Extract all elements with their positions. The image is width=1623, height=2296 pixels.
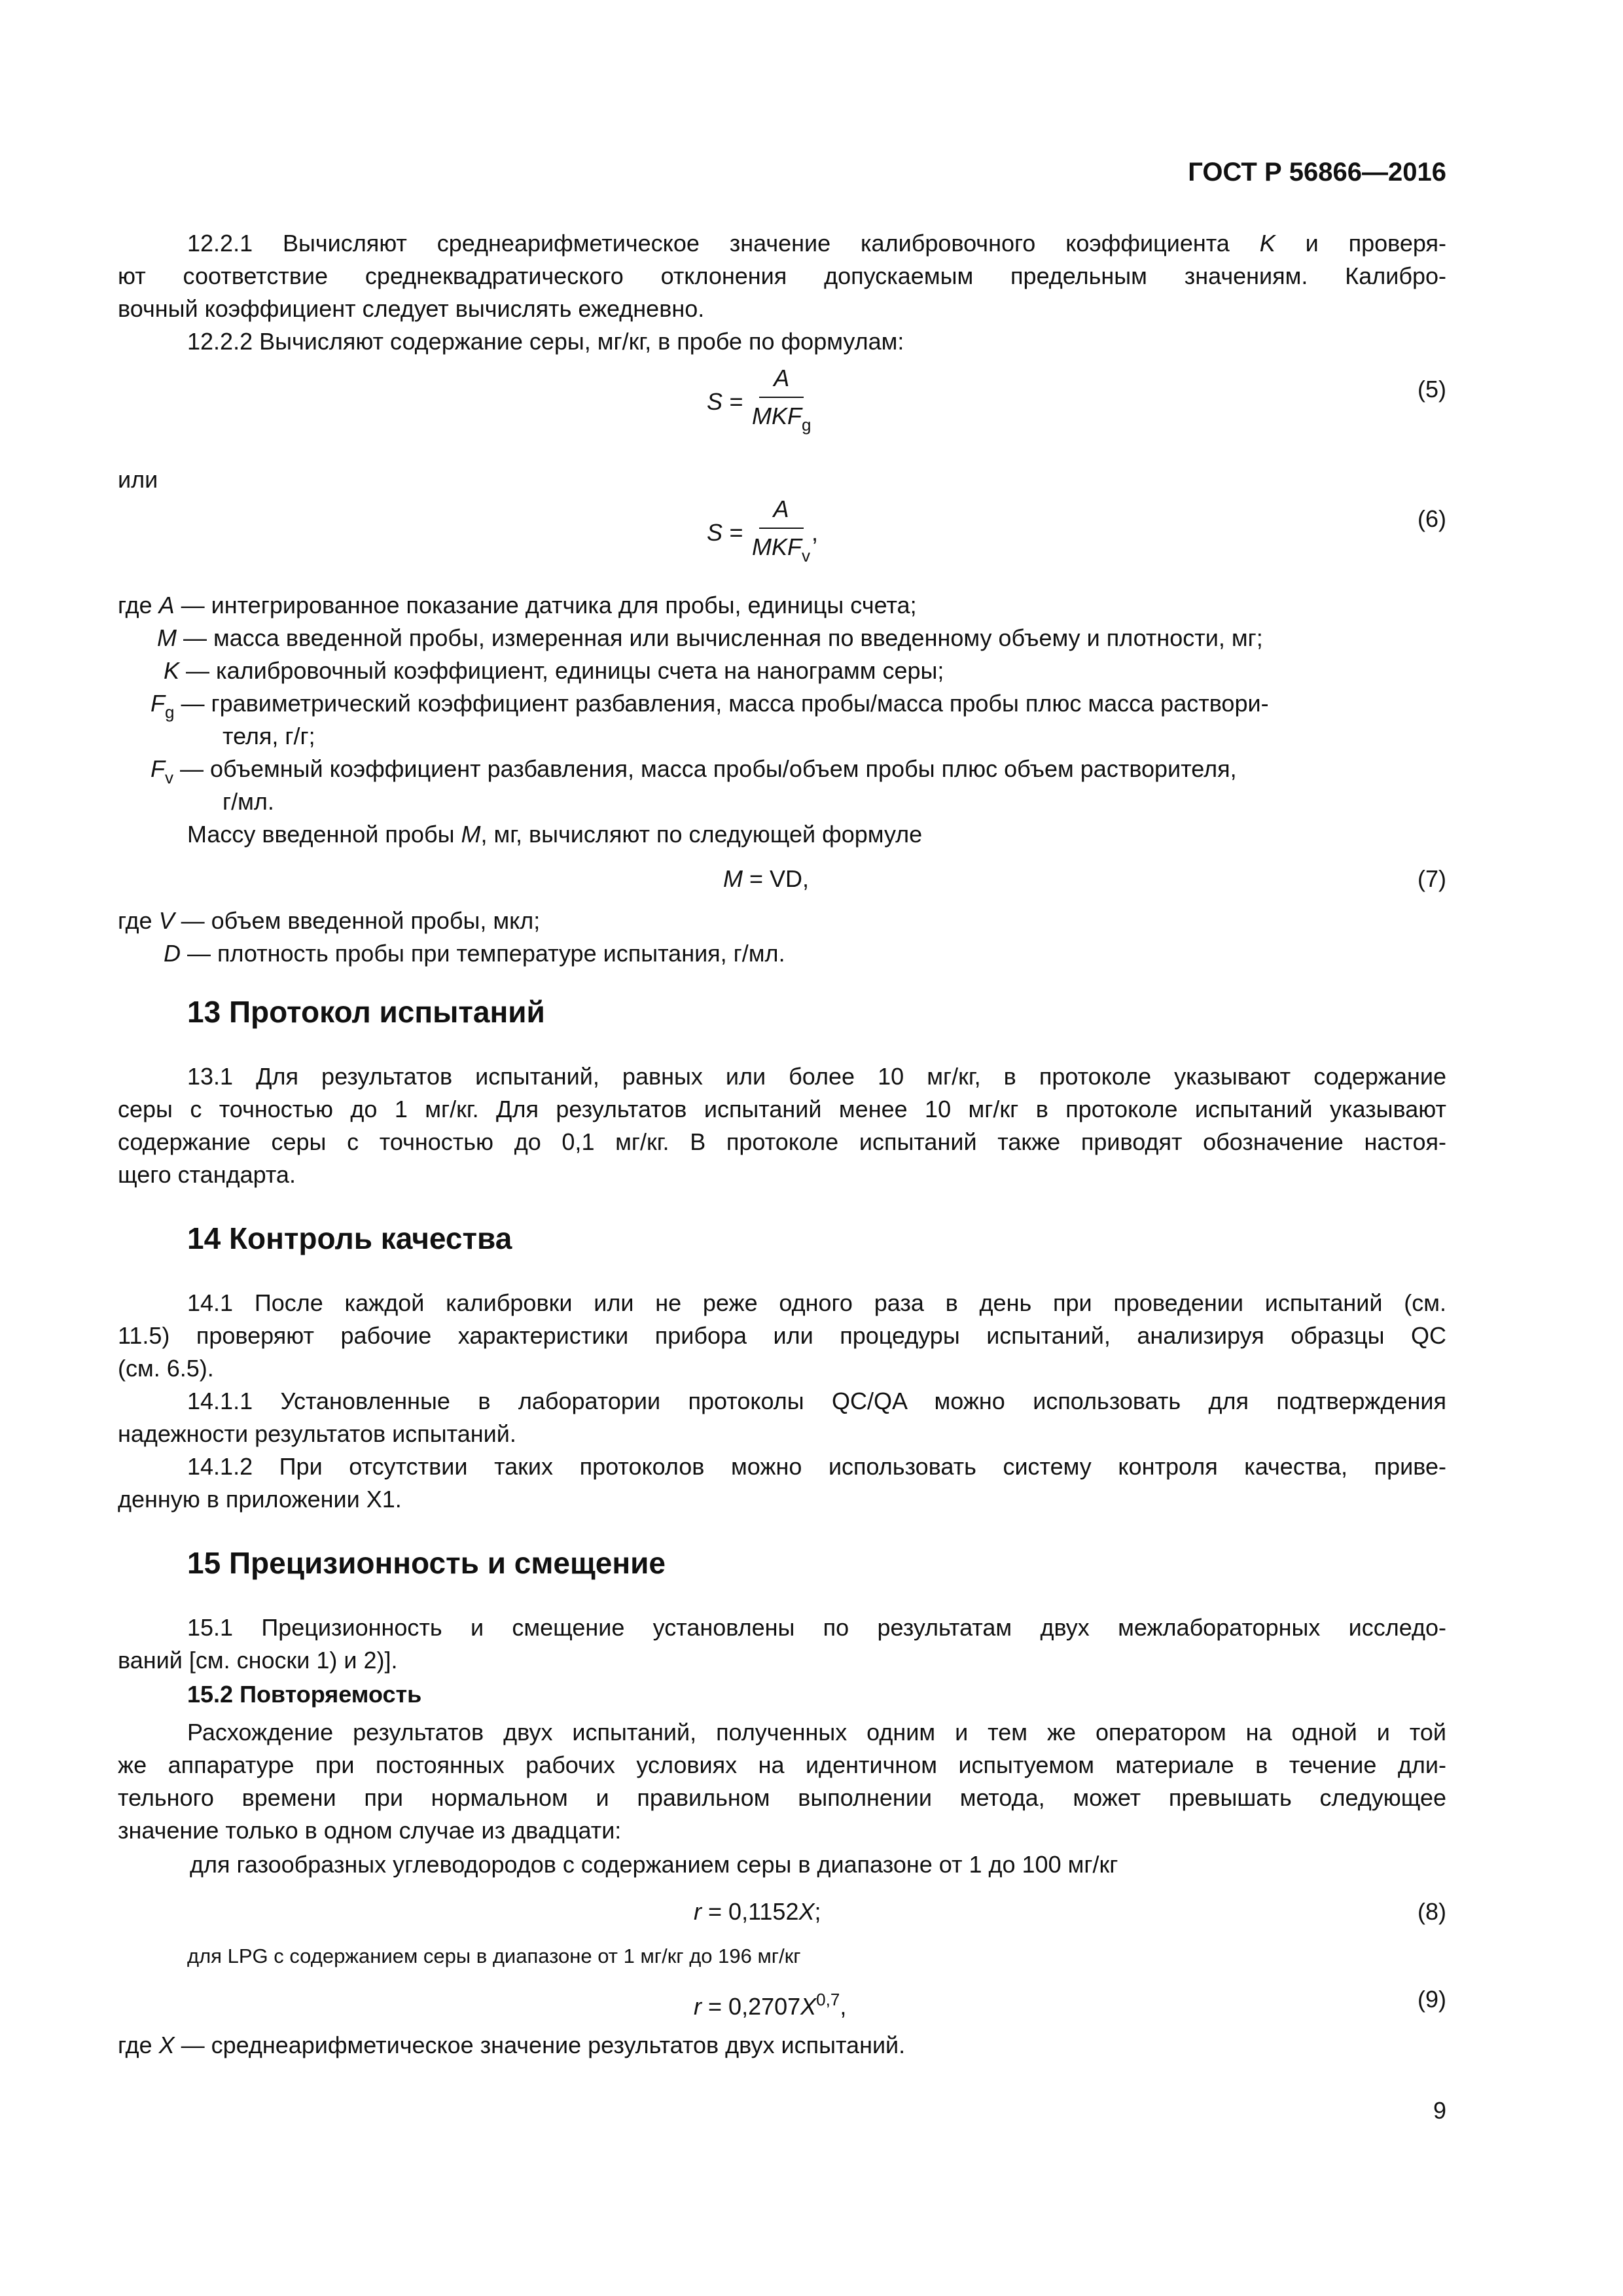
formula-lhs: S = xyxy=(707,518,743,546)
paragraph-12-2-1-line: 12.2.1 Вычисляют среднеарифметическое значение калибровочного коэффициента K и проверя- xyxy=(187,230,1446,257)
equation-number: (6) xyxy=(1418,505,1446,532)
definition-continuation: г/мл. xyxy=(223,788,274,815)
formula-denominator: $MKF_g$ xyxy=(752,403,812,435)
formula-8: r = 0,1152X; xyxy=(694,1898,821,1925)
section-14-line: 14.1.1 Установленные в лаборатории протоколы QC/QA можно использовать для подтверждения xyxy=(187,1388,1446,1414)
section-13-line: 13.1 Для результатов испытаний, равных или более 10 мг/кг, в протоколе указывают содержание xyxy=(187,1063,1446,1090)
section-14-line: (см. 6.5). xyxy=(118,1355,214,1382)
formula-denominator: $MKF_v$ xyxy=(752,533,811,565)
subsection-heading-15-2: 15.2 Повторяемость xyxy=(187,1681,422,1708)
section-15-line: 15.1 Прецизионность и смещение установлены по результатам двух межлабораторных исследо- xyxy=(187,1614,1446,1641)
page-number: 9 xyxy=(1433,2097,1446,2124)
section-heading-13: 13 Протокол испытаний xyxy=(187,995,545,1029)
paragraph-12-2-1-line: ют соответствие среднеквадратического отклонения допускаемым предельным значениям. Калибро- xyxy=(118,262,1446,289)
section-14-line: денную в приложении Х1. xyxy=(118,1486,402,1513)
formula-numerator: A xyxy=(759,364,804,398)
formula-lhs: S = xyxy=(707,387,743,415)
equation-number: (9) xyxy=(1418,1986,1446,2013)
section-15-line: ваний [см. сноски 1) и 2)]. xyxy=(118,1647,398,1674)
repeatability-line: же аппаратуре при постоянных рабочих условиях на идентичном испытуемом материале в течение дли- xyxy=(118,1751,1446,1778)
formula-7: M = VD, xyxy=(723,865,810,892)
equation-number: (7) xyxy=(1418,865,1446,892)
repeatability-line: Расхождение результатов двух испытаний, полученных одним и тем же оператором на одной и той xyxy=(187,1719,1446,1746)
definition-row: K — калибровочный коэффициент, единицы счета на нанограмм серы; xyxy=(164,657,944,684)
section-13-line: серы с точностью до 1 мг/кг. Для результатов испытаний менее 10 мг/кг в протоколе испытаний указывают xyxy=(118,1096,1446,1122)
equation-number: (5) xyxy=(1418,376,1446,403)
definition-row: где X — среднеарифметическое значение результатов двух испытаний. xyxy=(118,2032,906,2058)
lpg-condition-line: для LPG с содержанием серы в диапазоне от 1 мг/кг до 196 мг/кг xyxy=(187,1945,801,1967)
connector-or: или xyxy=(118,466,158,493)
definition-row: D — плотность пробы при температуре испытания, г/мл. xyxy=(164,940,785,967)
definition-row: $F_g$ — гравиметрический коэффициент разбавления, масса пробы/масса пробы плюс масса раствори- xyxy=(151,690,1269,722)
mass-intro: Массу введенной пробы M, мг, вычисляют по следующей формуле xyxy=(187,821,923,848)
formula-5 xyxy=(707,364,812,439)
section-13-line: щего стандарта. xyxy=(118,1161,296,1188)
definition-row: где V — объем введенной пробы, мкл; xyxy=(118,907,541,934)
formula-6 xyxy=(707,495,818,570)
definition-row: M — масса введенной пробы, измеренная или вычисленная по введенному объему и плотности, мг; xyxy=(157,624,1263,651)
document-header: ГОСТ Р 56866—2016 xyxy=(1188,158,1446,187)
section-heading-14: 14 Контроль качества xyxy=(187,1221,512,1255)
definition-row: где A — интегрированное показание датчика для пробы, единицы счета; xyxy=(118,592,917,619)
section-14-line: 14.1.2 При отсутствии таких протоколов можно использовать систему контроля качества, приве- xyxy=(187,1453,1446,1480)
formula-tail: , xyxy=(812,518,819,546)
section-14-line: надежности результатов испытаний. xyxy=(118,1420,516,1447)
section-14-line: 14.1 После каждой калибровки или не реже одного раза в день при проведении испытаний (см. xyxy=(187,1289,1446,1316)
repeatability-line: тельного времени при нормальном и правильном выполнении метода, может превышать следующее xyxy=(118,1784,1446,1811)
repeatability-line: значение только в одном случае из двадцати: xyxy=(118,1817,622,1844)
definition-row: $F_v$ — объемный коэффициент разбавления, масса пробы/объем пробы плюс объем растворителя, xyxy=(151,755,1237,787)
paragraph-12-2-2: 12.2.2 Вычисляют содержание серы, мг/кг, в пробе по формулам: xyxy=(187,328,904,355)
equation-number: (8) xyxy=(1418,1898,1446,1925)
section-heading-15: 15 Прецизионность и смещение xyxy=(187,1546,666,1580)
section-14-line: 11.5) проверяют рабочие характеристики прибора или процедуры испытаний, анализируя образцы QC xyxy=(118,1322,1446,1349)
paragraph-12-2-1-line: вочный коэффициент следует вычислять ежедневно. xyxy=(118,295,705,322)
formula-9: $r = 0,2707X^{0,7}$, xyxy=(694,1990,847,2020)
formula-numerator: A xyxy=(759,495,804,529)
section-13-line: содержание серы с точностью до 0,1 мг/кг. В протоколе испытаний также приводят обозначение настоя- xyxy=(118,1128,1446,1155)
gas-condition-line: для газообразных углеводородов с содержанием серы в диапазоне от 1 до 100 мг/кг xyxy=(190,1851,1118,1878)
definition-continuation: теля, г/г; xyxy=(223,723,315,749)
